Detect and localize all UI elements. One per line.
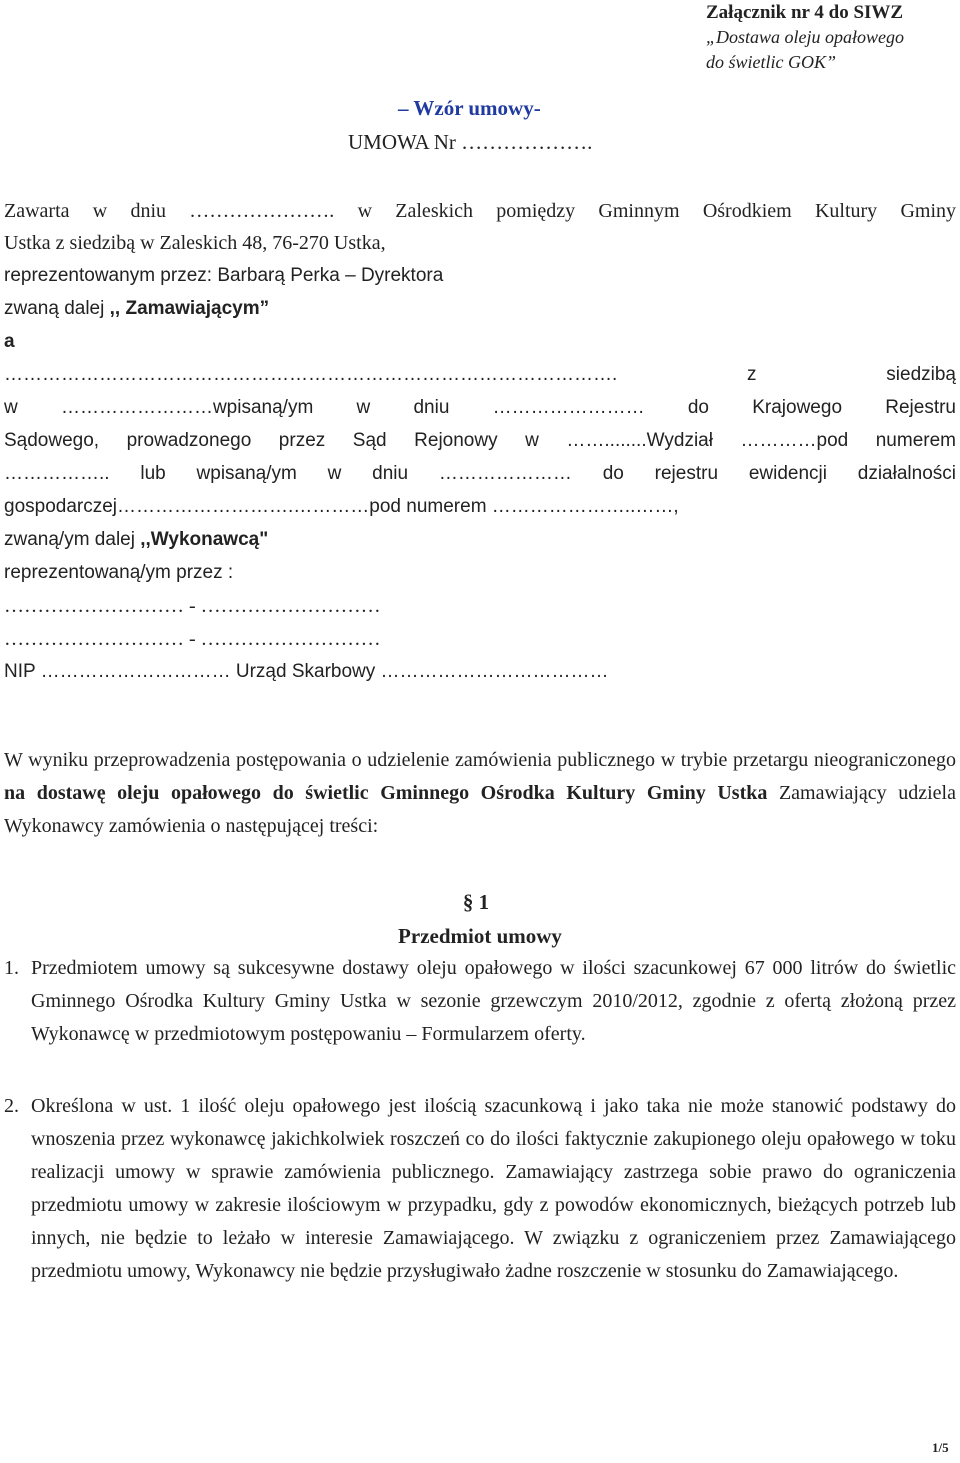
- parties-line-3: reprezentowanym przez: Barbarą Perka – Dyrektora: [4, 265, 444, 286]
- parties-line-14: ……………………… - ………………………: [4, 628, 381, 650]
- parties-line-8: Sądowego, prowadzonego przez Sąd Rejonowy w ……........Wydział …………pod numerem: [4, 430, 956, 451]
- intro-text-bold: na dostawę oleju opałowego do świetlic Gminnego Ośrodka Kultury Gminy Ustka: [4, 782, 768, 804]
- section-number: § 1: [462, 890, 490, 914]
- parties-line-6: ……………………………………………………………………………………. z siedzibą: [4, 364, 956, 385]
- parties-line-9: …………….. lub wpisaną/ym w dniu ………………… do rejestru ewidencji działalności: [4, 463, 956, 484]
- parties-line-4: [4, 298, 956, 320]
- list-item: [4, 1090, 956, 1288]
- designation-label: zwaną dalej: [4, 298, 105, 319]
- attachment-subject-line1: „Dostawa oleju opałowego: [706, 27, 905, 47]
- parties-line-5: a: [4, 331, 15, 352]
- designation-ordering-party: ,, Zamawiającym”: [109, 298, 270, 319]
- list-item: [4, 952, 956, 1051]
- intro-text-2: Zamawiający udziela Wykonawcy zamówienia o następującej treści:: [4, 782, 956, 837]
- item-number: 2.: [4, 1095, 19, 1117]
- document-subtitle: – Wzór umowy-: [398, 96, 541, 120]
- parties-line-15: NIP ………………………… Urząd Skarbowy ………………………………: [4, 661, 609, 682]
- parties-line-2: Ustka z siedzibą w Zaleskich 48, 76-270 Ustka,: [4, 232, 386, 254]
- attachment-subject-line2: do świetlic GOK”: [706, 52, 837, 72]
- attachment-header: [706, 0, 904, 75]
- item-text: Przedmiotem umowy są sukcesywne dostawy oleju opałowego w ilości szacunkowej 67 000 litrów do świetlic Gminnego Ośrodka Kultury Gminy Ustka w sezonie grzewczym 2010/2012, zgodnie z ofertą złożoną przez Wykonawcę w przedmiotowym postępowaniu – Formularzem oferty.: [31, 957, 956, 1045]
- parties-line-12: reprezentowaną/ym przez :: [4, 562, 234, 583]
- designation-label-2: zwaną/ym dalej: [4, 529, 135, 550]
- parties-line-11: [4, 529, 956, 551]
- intro-text-1: W wyniku przeprowadzenia postępowania o udzielenie zamówienia publicznego w trybie przetargu nieograniczonego: [4, 749, 956, 771]
- parties-line-10: gospodarczej……………………….…………pod numerem …………………..……,: [4, 496, 679, 517]
- parties-line-13: ……………………… - ………………………: [4, 595, 381, 617]
- document-title: UMOWA Nr ……………….: [348, 130, 593, 154]
- designation-contractor: ,,Wykonawcą": [140, 529, 269, 550]
- intro-paragraph: [4, 744, 956, 843]
- attachment-number: Załącznik nr 4 do SIWZ: [706, 2, 904, 23]
- item-number: 1.: [4, 957, 19, 979]
- section-title: Przedmiot umowy: [398, 924, 562, 948]
- parties-line-1: Zawarta w dniu …………………. w Zaleskich pomiędzy Gminnym Ośrodkiem Kultury Gminy: [4, 200, 956, 222]
- page-number: 1/5: [932, 1440, 949, 1455]
- item-text: Określona w ust. 1 ilość oleju opałowego jest ilością szacunkową i jako taka nie może stanowić podstawy do wnoszenia przez wykonawcę jakichkolwiek roszczeń co do ilości faktycznie zakupionego oleju opałowego w toku realizacji umowy w sprawie zamówienia publicznego. Zamawiający zastrzega sobie prawo do ograniczenia przedmiotu umowy w zakresie ilościowym w przypadku, gdy z powodów ekonomicznych, bieżących potrzeb lub innych, nie będzie to leżało w interesie Zamawiającego. W związku z ograniczeniem przez Zamawiającego przedmiotu umowy, Wykonawcy nie będzie przysługiwało żadne roszczenie w stosunku do Zamawiającego.: [31, 1095, 956, 1282]
- parties-line-7: w ……………………wpisaną/ym w dniu …………………… do Krajowego Rejestru: [4, 397, 956, 418]
